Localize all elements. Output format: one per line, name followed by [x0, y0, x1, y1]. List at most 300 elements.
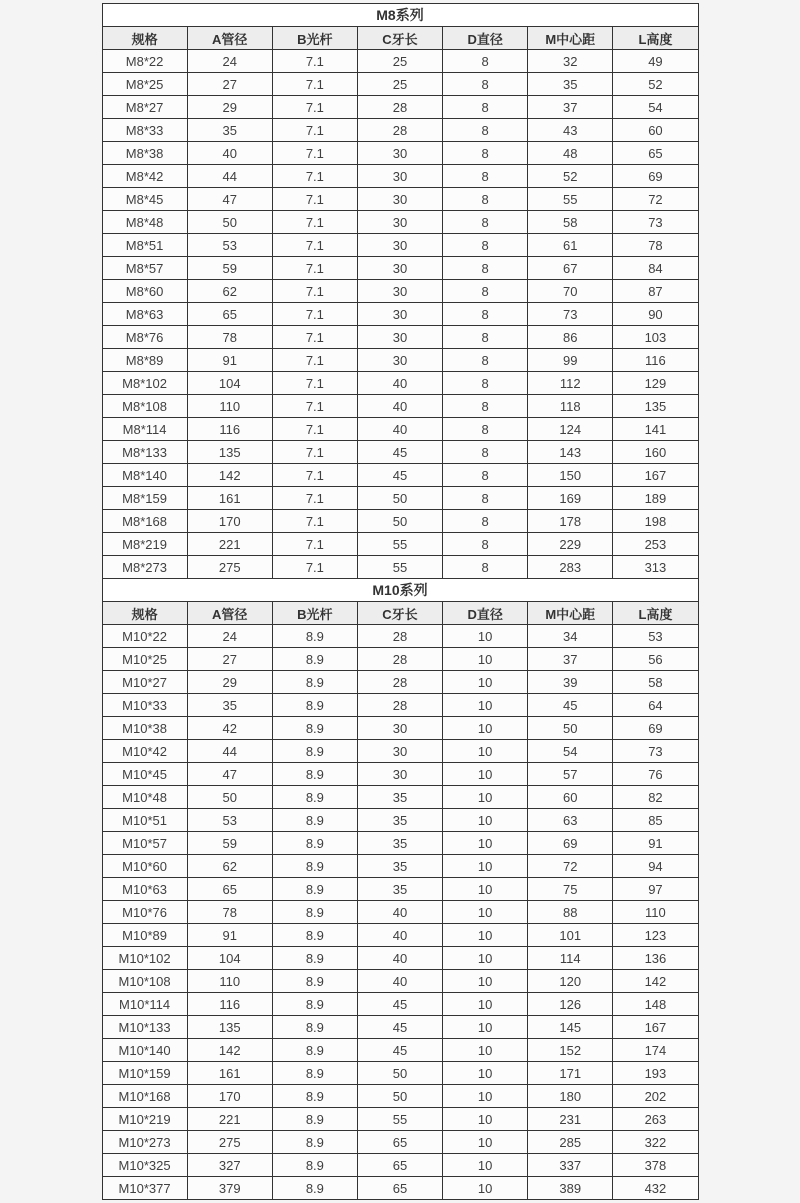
- table-row: [102, 694, 698, 717]
- table-cell: 135: [187, 441, 272, 464]
- table-row: [102, 1131, 698, 1154]
- table-row: [102, 740, 698, 763]
- table-cell: 69: [528, 832, 613, 855]
- table-row: [102, 257, 698, 280]
- table-cell: 7.1: [272, 211, 357, 234]
- table-cell: 8.9: [272, 1085, 357, 1108]
- table-cell: 145: [528, 1016, 613, 1039]
- table-cell: 193: [613, 1062, 698, 1085]
- table-cell: 8: [443, 556, 528, 579]
- table-cell: 44: [187, 165, 272, 188]
- table-cell: M10*89: [102, 924, 187, 947]
- table-cell: M10*133: [102, 1016, 187, 1039]
- table-row: [102, 441, 698, 464]
- table-cell: 8.9: [272, 924, 357, 947]
- table-cell: 8: [443, 464, 528, 487]
- table-cell: 7.1: [272, 50, 357, 73]
- table-cell: 10: [443, 878, 528, 901]
- table-cell: 43: [528, 119, 613, 142]
- table-cell: 379: [187, 1177, 272, 1200]
- table-cell: 8: [443, 50, 528, 73]
- table-cell: 8.9: [272, 671, 357, 694]
- table-cell: M8*159: [102, 487, 187, 510]
- table-cell: 35: [528, 73, 613, 96]
- table-cell: 8: [443, 349, 528, 372]
- section-title-row-1: [102, 579, 698, 602]
- table-cell: M10*51: [102, 809, 187, 832]
- table-cell: 8: [443, 487, 528, 510]
- table-cell: 10: [443, 786, 528, 809]
- table-row: [102, 533, 698, 556]
- table-cell: 253: [613, 533, 698, 556]
- table-cell: 327: [187, 1154, 272, 1177]
- column-header: D直径: [443, 602, 528, 625]
- table-cell: 30: [357, 280, 442, 303]
- table-cell: 10: [443, 648, 528, 671]
- column-header: D直径: [443, 27, 528, 50]
- table-cell: 58: [528, 211, 613, 234]
- table-cell: 8.9: [272, 809, 357, 832]
- table-cell: 35: [357, 832, 442, 855]
- table-cell: 45: [357, 441, 442, 464]
- table-cell: 110: [187, 395, 272, 418]
- table-cell: M8*42: [102, 165, 187, 188]
- table-cell: 30: [357, 257, 442, 280]
- table-cell: 221: [187, 1108, 272, 1131]
- table-cell: M10*57: [102, 832, 187, 855]
- table-cell: 8.9: [272, 694, 357, 717]
- table-row: [102, 855, 698, 878]
- table-cell: 55: [357, 556, 442, 579]
- column-header: L高度: [613, 602, 698, 625]
- table-cell: 10: [443, 832, 528, 855]
- table-cell: 10: [443, 924, 528, 947]
- table-cell: 8.9: [272, 832, 357, 855]
- table-cell: 180: [528, 1085, 613, 1108]
- column-header: B光杆: [272, 602, 357, 625]
- table-cell: 10: [443, 1108, 528, 1131]
- table-cell: 7.1: [272, 556, 357, 579]
- spec-table-container: [102, 3, 699, 1200]
- table-cell: 73: [613, 211, 698, 234]
- table-row: [102, 510, 698, 533]
- table-cell: 10: [443, 1062, 528, 1085]
- table-row: [102, 993, 698, 1016]
- table-cell: 167: [613, 464, 698, 487]
- table-cell: 28: [357, 625, 442, 648]
- column-header: M中心距: [528, 27, 613, 50]
- table-cell: 135: [187, 1016, 272, 1039]
- table-cell: 8.9: [272, 740, 357, 763]
- table-cell: 221: [187, 533, 272, 556]
- table-cell: 8: [443, 96, 528, 119]
- table-cell: 120: [528, 970, 613, 993]
- column-header: C牙长: [357, 602, 442, 625]
- table-cell: 67: [528, 257, 613, 280]
- table-cell: 8: [443, 510, 528, 533]
- table-cell: 10: [443, 740, 528, 763]
- table-cell: 45: [528, 694, 613, 717]
- table-cell: 73: [613, 740, 698, 763]
- table-cell: 275: [187, 1131, 272, 1154]
- table-cell: 7.1: [272, 96, 357, 119]
- table-cell: M10*63: [102, 878, 187, 901]
- table-row: [102, 924, 698, 947]
- table-cell: 123: [613, 924, 698, 947]
- table-cell: 8: [443, 119, 528, 142]
- table-row: [102, 1062, 698, 1085]
- table-cell: 10: [443, 625, 528, 648]
- table-cell: 34: [528, 625, 613, 648]
- table-cell: 7.1: [272, 510, 357, 533]
- table-cell: 48: [528, 142, 613, 165]
- table-cell: 82: [613, 786, 698, 809]
- table-cell: 24: [187, 625, 272, 648]
- table-cell: 49: [613, 50, 698, 73]
- table-cell: M10*45: [102, 763, 187, 786]
- table-cell: 84: [613, 257, 698, 280]
- table-cell: 65: [357, 1154, 442, 1177]
- table-cell: M8*133: [102, 441, 187, 464]
- table-cell: M10*108: [102, 970, 187, 993]
- table-cell: 30: [357, 717, 442, 740]
- table-cell: 99: [528, 349, 613, 372]
- table-cell: 118: [528, 395, 613, 418]
- table-cell: M10*273: [102, 1131, 187, 1154]
- table-row: [102, 73, 698, 96]
- table-cell: 27: [187, 648, 272, 671]
- table-cell: 53: [613, 625, 698, 648]
- table-cell: 72: [613, 188, 698, 211]
- table-cell: 78: [613, 234, 698, 257]
- table-cell: 50: [528, 717, 613, 740]
- table-cell: 263: [613, 1108, 698, 1131]
- table-cell: 8.9: [272, 855, 357, 878]
- table-cell: 57: [528, 763, 613, 786]
- table-cell: M10*168: [102, 1085, 187, 1108]
- table-cell: 40: [357, 901, 442, 924]
- table-cell: M10*38: [102, 717, 187, 740]
- table-cell: 65: [187, 878, 272, 901]
- table-cell: 8: [443, 441, 528, 464]
- table-cell: 44: [187, 740, 272, 763]
- table-cell: 124: [528, 418, 613, 441]
- table-cell: 28: [357, 694, 442, 717]
- table-cell: M8*25: [102, 73, 187, 96]
- table-cell: M10*27: [102, 671, 187, 694]
- table-cell: M8*33: [102, 119, 187, 142]
- table-cell: 10: [443, 1131, 528, 1154]
- table-cell: 10: [443, 1016, 528, 1039]
- table-cell: 8.9: [272, 786, 357, 809]
- table-row: [102, 234, 698, 257]
- table-cell: 87: [613, 280, 698, 303]
- table-cell: 62: [187, 280, 272, 303]
- table-cell: 7.1: [272, 349, 357, 372]
- table-cell: 72: [528, 855, 613, 878]
- table-cell: 150: [528, 464, 613, 487]
- table-cell: 8.9: [272, 993, 357, 1016]
- table-cell: M10*159: [102, 1062, 187, 1085]
- table-cell: 27: [187, 73, 272, 96]
- table-cell: 231: [528, 1108, 613, 1131]
- table-cell: 91: [613, 832, 698, 855]
- table-cell: 40: [357, 947, 442, 970]
- table-cell: 7.1: [272, 303, 357, 326]
- table-cell: 40: [357, 970, 442, 993]
- table-cell: 91: [187, 349, 272, 372]
- table-cell: 8: [443, 418, 528, 441]
- table-cell: 112: [528, 372, 613, 395]
- table-cell: 7.1: [272, 441, 357, 464]
- table-cell: 275: [187, 556, 272, 579]
- table-row: [102, 326, 698, 349]
- table-row: [102, 1039, 698, 1062]
- table-cell: 170: [187, 510, 272, 533]
- table-cell: M8*63: [102, 303, 187, 326]
- table-cell: 58: [613, 671, 698, 694]
- table-cell: M10*325: [102, 1154, 187, 1177]
- table-cell: 174: [613, 1039, 698, 1062]
- table-cell: 8.9: [272, 878, 357, 901]
- table-cell: M10*102: [102, 947, 187, 970]
- table-cell: 56: [613, 648, 698, 671]
- table-cell: 10: [443, 855, 528, 878]
- section-title: M10系列: [102, 579, 698, 602]
- table-cell: 50: [187, 786, 272, 809]
- table-row: [102, 96, 698, 119]
- table-row: [102, 901, 698, 924]
- table-cell: M8*102: [102, 372, 187, 395]
- table-cell: 50: [187, 211, 272, 234]
- table-cell: 8.9: [272, 1108, 357, 1131]
- table-cell: 114: [528, 947, 613, 970]
- table-cell: 171: [528, 1062, 613, 1085]
- table-cell: 45: [357, 993, 442, 1016]
- table-cell: 35: [357, 855, 442, 878]
- column-header: 规格: [102, 602, 187, 625]
- table-cell: 8: [443, 165, 528, 188]
- table-row: [102, 142, 698, 165]
- table-cell: 8.9: [272, 1062, 357, 1085]
- table-cell: 169: [528, 487, 613, 510]
- table-cell: 35: [357, 786, 442, 809]
- table-cell: 8: [443, 211, 528, 234]
- column-header: A管径: [187, 602, 272, 625]
- table-row: [102, 717, 698, 740]
- table-cell: 35: [357, 809, 442, 832]
- table-cell: 161: [187, 1062, 272, 1085]
- column-header-row-1: [102, 602, 698, 625]
- table-cell: 7.1: [272, 188, 357, 211]
- table-cell: 229: [528, 533, 613, 556]
- table-cell: 45: [357, 464, 442, 487]
- table-cell: 59: [187, 257, 272, 280]
- table-cell: 90: [613, 303, 698, 326]
- table-cell: 8.9: [272, 901, 357, 924]
- table-cell: 389: [528, 1177, 613, 1200]
- table-cell: 161: [187, 487, 272, 510]
- table-cell: 7.1: [272, 73, 357, 96]
- table-cell: 110: [187, 970, 272, 993]
- table-cell: 40: [357, 395, 442, 418]
- spec-table-body: [102, 4, 698, 1200]
- table-cell: 7.1: [272, 326, 357, 349]
- table-cell: 60: [613, 119, 698, 142]
- table-row: [102, 1085, 698, 1108]
- table-cell: 50: [357, 510, 442, 533]
- table-row: [102, 786, 698, 809]
- table-row: [102, 832, 698, 855]
- table-row: [102, 464, 698, 487]
- table-cell: 62: [187, 855, 272, 878]
- table-cell: 135: [613, 395, 698, 418]
- table-row: [102, 188, 698, 211]
- table-cell: 142: [187, 464, 272, 487]
- table-cell: 126: [528, 993, 613, 1016]
- table-cell: 50: [357, 1085, 442, 1108]
- table-cell: 10: [443, 671, 528, 694]
- table-cell: 94: [613, 855, 698, 878]
- table-cell: 52: [613, 73, 698, 96]
- table-row: [102, 211, 698, 234]
- table-cell: 7.1: [272, 234, 357, 257]
- table-cell: 104: [187, 372, 272, 395]
- table-cell: 116: [613, 349, 698, 372]
- table-cell: 65: [187, 303, 272, 326]
- table-cell: M8*114: [102, 418, 187, 441]
- table-cell: 152: [528, 1039, 613, 1062]
- table-cell: 29: [187, 96, 272, 119]
- table-cell: 8: [443, 395, 528, 418]
- column-header-row-0: [102, 27, 698, 50]
- table-cell: 7.1: [272, 487, 357, 510]
- table-row: [102, 372, 698, 395]
- table-cell: 47: [187, 763, 272, 786]
- table-cell: 10: [443, 1177, 528, 1200]
- table-cell: 76: [613, 763, 698, 786]
- table-cell: 28: [357, 648, 442, 671]
- table-row: [102, 349, 698, 372]
- table-cell: M10*42: [102, 740, 187, 763]
- table-cell: 10: [443, 1085, 528, 1108]
- table-cell: 32: [528, 50, 613, 73]
- table-cell: 54: [528, 740, 613, 763]
- table-cell: 101: [528, 924, 613, 947]
- table-cell: 64: [613, 694, 698, 717]
- table-cell: M8*38: [102, 142, 187, 165]
- table-cell: 10: [443, 901, 528, 924]
- table-cell: 88: [528, 901, 613, 924]
- table-row: [102, 165, 698, 188]
- table-cell: 70: [528, 280, 613, 303]
- table-cell: M10*22: [102, 625, 187, 648]
- table-cell: 7.1: [272, 533, 357, 556]
- table-row: [102, 763, 698, 786]
- table-cell: M10*219: [102, 1108, 187, 1131]
- table-cell: 167: [613, 1016, 698, 1039]
- table-row: [102, 1108, 698, 1131]
- table-cell: 42: [187, 717, 272, 740]
- column-header: B光杆: [272, 27, 357, 50]
- table-row: [102, 947, 698, 970]
- table-cell: 160: [613, 441, 698, 464]
- table-cell: 432: [613, 1177, 698, 1200]
- table-cell: 148: [613, 993, 698, 1016]
- table-cell: M8*60: [102, 280, 187, 303]
- table-cell: 45: [357, 1039, 442, 1062]
- table-cell: 283: [528, 556, 613, 579]
- table-cell: 53: [187, 809, 272, 832]
- table-cell: 73: [528, 303, 613, 326]
- table-cell: 10: [443, 763, 528, 786]
- table-cell: 8: [443, 533, 528, 556]
- table-cell: 8: [443, 234, 528, 257]
- table-cell: 50: [357, 487, 442, 510]
- table-cell: 78: [187, 326, 272, 349]
- table-cell: 60: [528, 786, 613, 809]
- table-cell: 170: [187, 1085, 272, 1108]
- table-cell: 8.9: [272, 717, 357, 740]
- table-cell: 85: [613, 809, 698, 832]
- table-cell: M10*25: [102, 648, 187, 671]
- spec-table: [102, 3, 699, 1200]
- table-cell: 50: [357, 1062, 442, 1085]
- table-row: [102, 1016, 698, 1039]
- table-cell: 30: [357, 188, 442, 211]
- table-cell: 52: [528, 165, 613, 188]
- table-cell: 40: [187, 142, 272, 165]
- table-row: [102, 1154, 698, 1177]
- table-cell: M8*45: [102, 188, 187, 211]
- table-cell: 30: [357, 165, 442, 188]
- table-cell: 198: [613, 510, 698, 533]
- table-cell: 30: [357, 326, 442, 349]
- table-cell: 142: [187, 1039, 272, 1062]
- table-cell: 10: [443, 694, 528, 717]
- table-cell: 63: [528, 809, 613, 832]
- section-title: M8系列: [102, 4, 698, 27]
- table-cell: 8.9: [272, 1154, 357, 1177]
- table-cell: 40: [357, 372, 442, 395]
- table-cell: 285: [528, 1131, 613, 1154]
- column-header: M中心距: [528, 602, 613, 625]
- column-header: C牙长: [357, 27, 442, 50]
- table-cell: 7.1: [272, 119, 357, 142]
- column-header: A管径: [187, 27, 272, 50]
- table-cell: 86: [528, 326, 613, 349]
- table-cell: 29: [187, 671, 272, 694]
- table-cell: 8.9: [272, 947, 357, 970]
- table-cell: M8*108: [102, 395, 187, 418]
- section-title-row-0: [102, 4, 698, 27]
- table-cell: 30: [357, 349, 442, 372]
- table-cell: 69: [613, 717, 698, 740]
- table-cell: 143: [528, 441, 613, 464]
- table-cell: 97: [613, 878, 698, 901]
- table-cell: 10: [443, 1039, 528, 1062]
- table-cell: 116: [187, 418, 272, 441]
- table-cell: M10*60: [102, 855, 187, 878]
- table-row: [102, 280, 698, 303]
- table-cell: 136: [613, 947, 698, 970]
- table-cell: 7.1: [272, 142, 357, 165]
- table-cell: 55: [528, 188, 613, 211]
- table-cell: 30: [357, 740, 442, 763]
- table-cell: 337: [528, 1154, 613, 1177]
- table-cell: 103: [613, 326, 698, 349]
- table-cell: 10: [443, 809, 528, 832]
